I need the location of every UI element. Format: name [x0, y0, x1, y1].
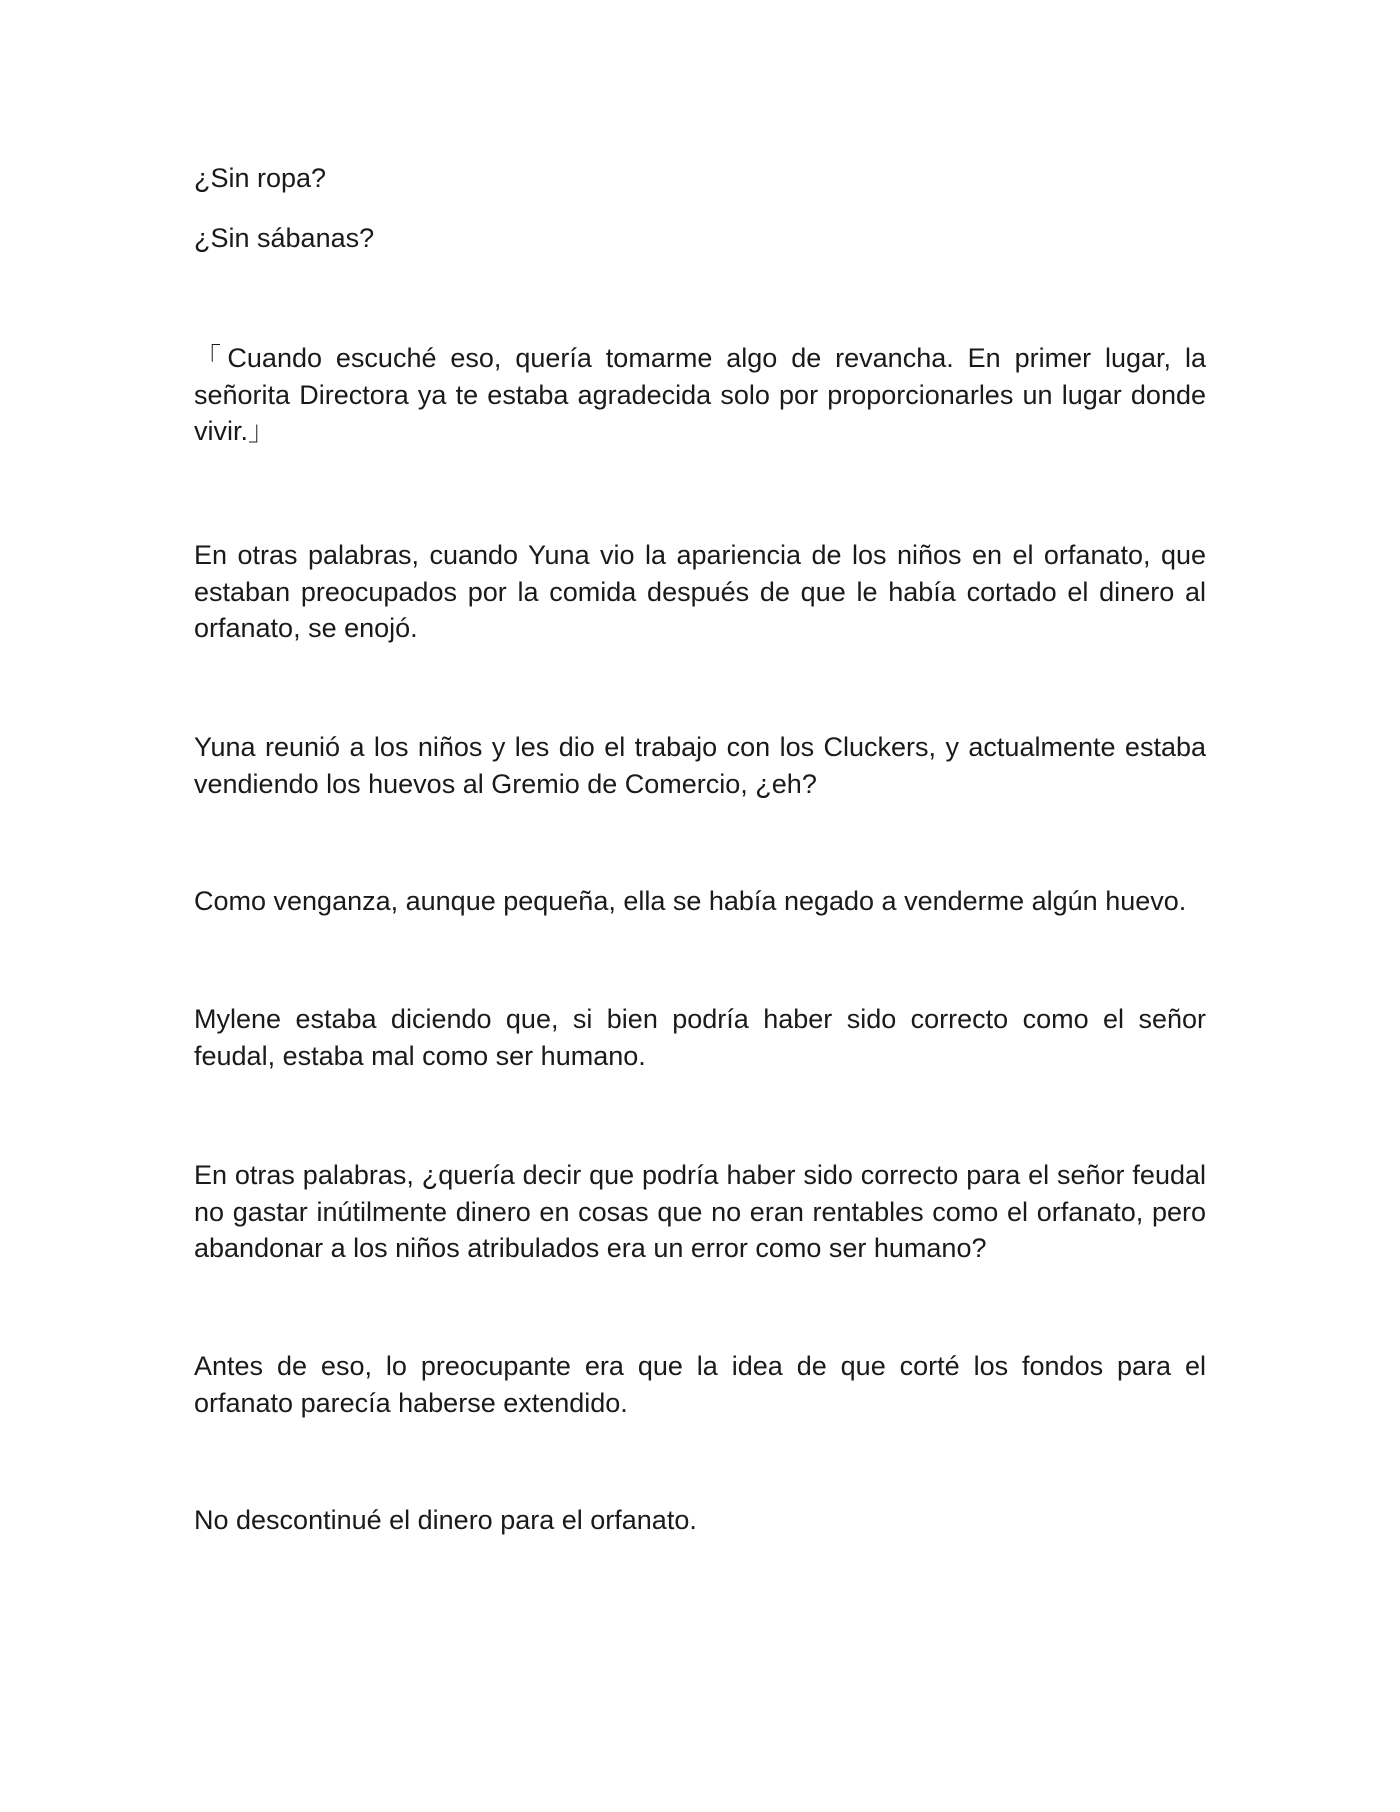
paragraph-sin-sabanas: ¿Sin sábanas?	[194, 223, 375, 253]
paragraph-senor-feudal: En otras palabras, ¿quería decir que podría haber sido correcto para el señor feudal no gastar inútilmente dinero en cosas que no eran rentables como el orfanato, pero abandonar a los niños atribulados era un error como ser humano?	[194, 1160, 1206, 1263]
paragraph-quote-revancha: 「Cuando escuché eso, quería tomarme algo de revancha. En primer lugar, la señorita Directora ya te estaba agradecida solo por proporcionarles un lugar donde vivir.」	[194, 343, 1206, 446]
paragraph-sin-ropa: ¿Sin ropa?	[194, 163, 327, 193]
paragraph-cluckers: Yuna reunió a los niños y les dio el trabajo con los Cluckers, y actualmente estaba vendiendo los huevos al Gremio de Comercio, ¿eh?	[194, 732, 1206, 799]
paragraph-yuna-orfanato: En otras palabras, cuando Yuna vio la apariencia de los niños en el orfanato, que estaban preocupados por la comida después de que le había cortado el dinero al orfanato, se enojó.	[194, 540, 1206, 643]
paragraph-fondos: Antes de eso, lo preocupante era que la idea de que corté los fondos para el orfanato parecía haberse extendido.	[194, 1351, 1206, 1418]
paragraph-mylene: Mylene estaba diciendo que, si bien podría haber sido correcto como el señor feudal, estaba mal como ser humano.	[194, 1004, 1206, 1071]
paragraph-no-descontinue: No descontinué el dinero para el orfanato.	[194, 1505, 697, 1535]
paragraph-venganza: Como venganza, aunque pequeña, ella se había negado a venderme algún huevo.	[194, 886, 1187, 916]
